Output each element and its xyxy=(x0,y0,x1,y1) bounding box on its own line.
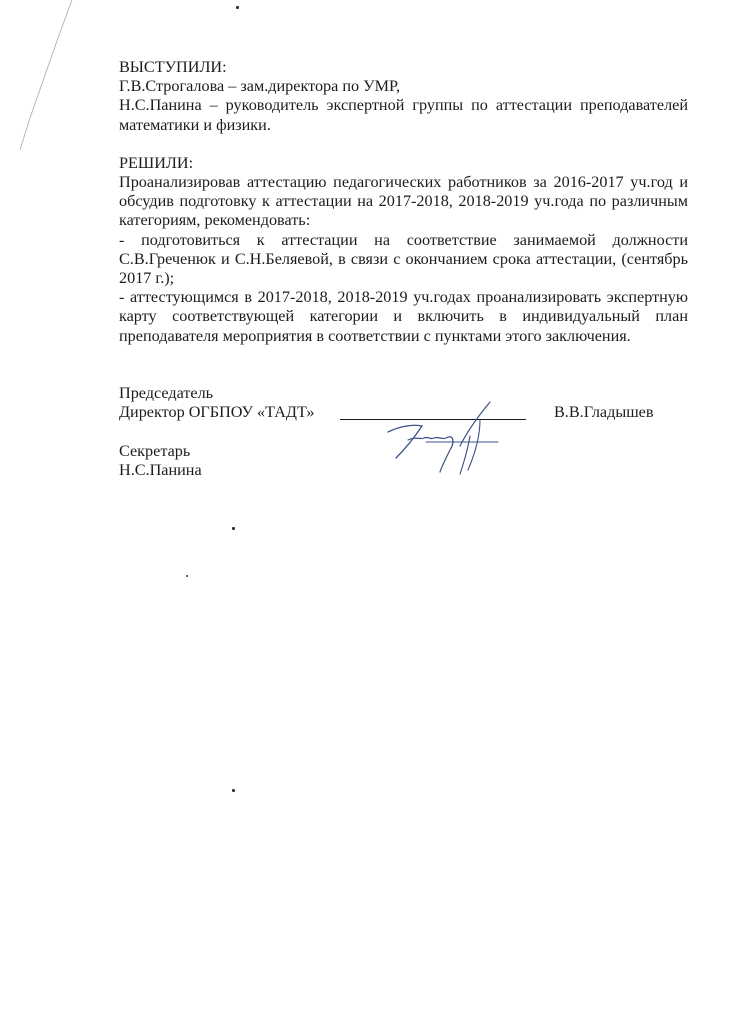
speaker-panina: Н.С.Панина – руководитель экспертной группы по аттестации преподавателей математики и физики. xyxy=(119,96,688,134)
handwritten-signature xyxy=(368,400,508,480)
chair-position: Директор ОГБПОУ «ТАДТ» xyxy=(119,403,315,422)
scan-speck xyxy=(232,789,235,792)
decision-heading: РЕШИЛИ: xyxy=(119,153,194,172)
scan-speck xyxy=(232,527,235,530)
decision-intro: Проанализировав аттестацию педагогических работников за 2016-2017 уч.год и обсудив подготовку к аттестации на 2017-2018, 2018-2019 уч.года по различным категориям, рекомендовать: xyxy=(119,173,688,230)
speaker-strogalova: Г.В.Строгалова – зам.директора по УМР, xyxy=(119,77,401,96)
chair-title: Председатель xyxy=(119,383,214,402)
secretary-name: Н.С.Панина xyxy=(119,461,202,480)
scan-speck xyxy=(236,6,239,9)
speakers-heading: ВЫСТУПИЛИ: xyxy=(119,58,227,76)
secretary-title: Секретарь xyxy=(119,442,191,461)
decision-item-2: - аттестующимся в 2017-2018, 2018-2019 уч.годах проанализировать экспертную карту соответствующей категории и включить в индивидуальный план преподавателя мероприятия в соответствии с пунктами этого заключения. xyxy=(119,288,688,345)
scan-artifact-line xyxy=(0,0,120,160)
chair-name: В.В.Гладышев xyxy=(554,403,654,422)
scan-speck xyxy=(186,575,188,577)
decision-item-1: - подготовиться к аттестации на соответствие занимаемой должности С.В.Греченюк и С.Н.Беляевой, в связи с окончанием срока аттестации, (сентябрь 2017 г.); xyxy=(119,230,688,288)
